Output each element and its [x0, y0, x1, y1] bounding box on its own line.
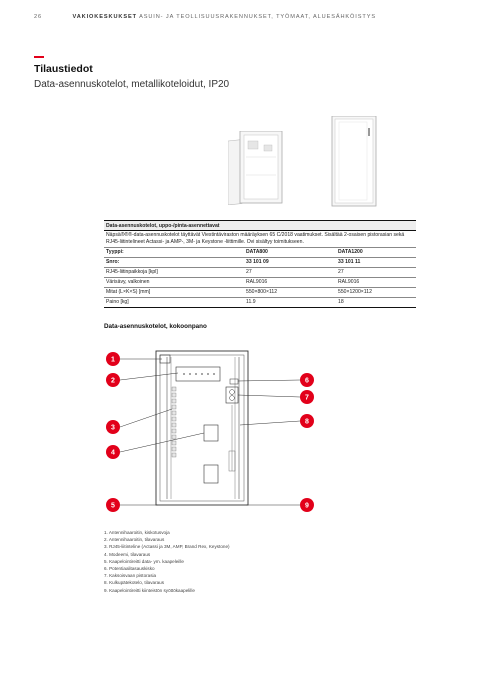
row-value-2: RAL9016 [336, 277, 416, 287]
table-row [104, 267, 416, 277]
callout-4: 4 [111, 449, 115, 457]
callout-6: 6 [305, 377, 309, 385]
callout-5: 5 [111, 502, 115, 510]
callout-9: 9 [305, 502, 309, 510]
antenna-ports [183, 373, 215, 375]
callout-8: 8 [305, 418, 309, 426]
cabinet-inner-frame [160, 355, 244, 501]
table-description: Näpsä®®®-data-asennuskotelot täyttävät Viestintäviraston määräyksen 65 C/2018 vaatimukset. Sisältää 2-osaisen pistorasian sekä RJ45-liitintelineet Actassi- ja AMP-, 3M- ja Keystone -liittimille. Ovi sisältyy toimitukseen. [104, 231, 416, 248]
diagram-legend [104, 529, 230, 594]
legend-item: 1. Antennihaaroitin, kiskotusvoja [104, 530, 170, 535]
modem-reservation [204, 425, 218, 441]
rj45-rack [172, 387, 176, 457]
assembly-diagram [100, 343, 326, 521]
section-title: VAKIOKESKUKSET [72, 14, 137, 20]
row-value-1: 27 [244, 267, 336, 277]
potential-bar [230, 379, 238, 384]
spec-table [104, 220, 416, 308]
table-description-row [104, 231, 416, 248]
legend-item: 3. RJ45-liitinteline (Actassi ja 3M, AMP, Brand Rex, Keystone) [104, 544, 230, 550]
legend-item: 8. Kulkupätekotelo, tilavaraus [104, 580, 165, 586]
table-row [104, 257, 416, 267]
legend-item: 6. Potentiaalitasauskisko [104, 566, 155, 572]
legend-item: 9. Kaapelointireitti kiinteistön syöttökaapelille [104, 587, 195, 593]
row-value-2: 18 [336, 297, 416, 307]
callout-7: 7 [305, 394, 309, 402]
row-label: RJ45-liitinpaikkoja [kpl] [104, 267, 244, 277]
cabinet-photo-data1200 [330, 116, 378, 208]
row-label: Mitat (L×K×S) [mm] [104, 287, 244, 297]
callout-markers [106, 352, 314, 512]
section-subtitle: ASUIN- JA TEOLLISUUSRAKENNUKSET, TYÖMAAT, ALUESÄHKÖISTYS [139, 14, 376, 20]
row-label: Värisävy, valkoinen [104, 277, 244, 287]
table-row [104, 277, 416, 287]
row-value-1: 550×800×112 [244, 287, 336, 297]
cabinet-photo-data800 [228, 131, 284, 205]
legend-item: 5. Kaapelointireitti data- ym. kaapeleille [104, 558, 184, 564]
legend-item: 4. Modeemi, tilavaraus [104, 551, 151, 557]
legend-item: 2. Antennihaaroitin, tilavaraus [104, 537, 165, 543]
page-title: Tilaustiedot [34, 63, 93, 75]
page-number: 26 [34, 14, 43, 20]
callout-2: 2 [111, 377, 115, 385]
accent-bar [34, 56, 44, 58]
row-value-2: DATA1200 [336, 247, 416, 257]
callout-1: 1 [111, 356, 115, 364]
page-subtitle: Data-asennuskotelot, metallikoteloidut, IP20 [34, 79, 230, 90]
row-value-2: 27 [336, 267, 416, 277]
diagram-heading: Data-asennuskotelot, kokoonpano [104, 323, 207, 330]
table-row [104, 297, 416, 307]
row-value-1: 11.9 [244, 297, 336, 307]
row-label: Paino [kg] [104, 297, 244, 307]
page-header [34, 14, 376, 20]
row-value-2: 550×1200×112 [336, 287, 416, 297]
callout-3: 3 [111, 424, 115, 432]
table-heading-row [104, 221, 416, 231]
modem-reservation-2 [204, 465, 218, 483]
row-value-1: DATA800 [244, 247, 336, 257]
table-row [104, 247, 416, 257]
legend-item: 7. Kaksoisvaan pistorasia [104, 573, 157, 579]
row-value-1: 33 101 09 [244, 257, 336, 267]
row-value-1: RAL9016 [244, 277, 336, 287]
row-label: Tyyppi: [104, 247, 244, 257]
row-label: Snro: [104, 257, 244, 267]
table-heading: Data-asennuskotelot, uppo-/pinta-asennettavat [104, 221, 416, 231]
table-row [104, 287, 416, 297]
row-value-2: 33 101 11 [336, 257, 416, 267]
